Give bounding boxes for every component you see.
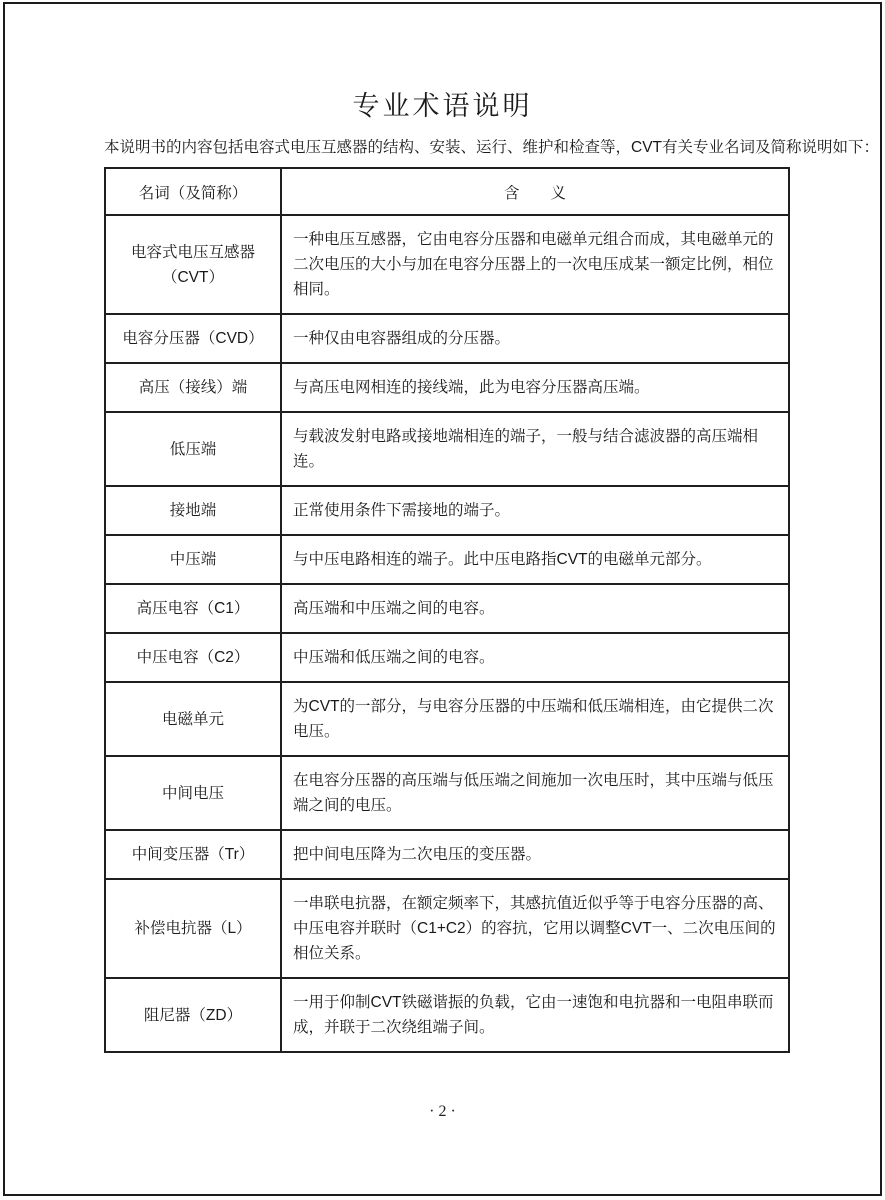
table-row — [105, 486, 789, 535]
term-cell: 中间电压 — [105, 756, 281, 830]
term-cell: 高压（接线）端 — [105, 363, 281, 412]
term-cell: 电容式电压互感器（CVT） — [105, 215, 281, 314]
term-cell: 电磁单元 — [105, 682, 281, 756]
term-cell: 高压电容（C1） — [105, 584, 281, 633]
term-cell: 电容分压器（CVD） — [105, 314, 281, 363]
table-row — [105, 314, 789, 363]
page-number: · 2 · — [429, 1103, 456, 1120]
table-row — [105, 756, 789, 830]
table-row — [105, 535, 789, 584]
meaning-cell: 正常使用条件下需接地的端子。 — [281, 486, 789, 535]
meaning-cell: 与中压电路相连的端子。此中压电路指CVT的电磁单元部分。 — [281, 535, 789, 584]
meaning-cell: 在电容分压器的高压端与低压端之间施加一次电压时，其中压端与低压端之间的电压。 — [281, 756, 789, 830]
meaning-cell: 与高压电网相连的接线端，此为电容分压器高压端。 — [281, 363, 789, 412]
table-row — [105, 978, 789, 1052]
term-cell: 补偿电抗器（L） — [105, 879, 281, 978]
meaning-cell: 一种仅由电容器组成的分压器。 — [281, 314, 789, 363]
meaning-cell: 把中间电压降为二次电压的变压器。 — [281, 830, 789, 879]
terminology-table — [104, 167, 790, 1053]
table-row — [105, 215, 789, 314]
table-row — [105, 682, 789, 756]
table-header-meaning: 含 义 — [281, 168, 789, 215]
term-cell: 中压端 — [105, 535, 281, 584]
term-cell: 中间变压器（Tr） — [105, 830, 281, 879]
meaning-cell: 中压端和低压端之间的电容。 — [281, 633, 789, 682]
table-header-term: 名词（及简称） — [105, 168, 281, 215]
meaning-cell: 高压端和中压端之间的电容。 — [281, 584, 789, 633]
term-cell: 低压端 — [105, 412, 281, 486]
table-row — [105, 412, 789, 486]
term-cell: 阻尼器（ZD） — [105, 978, 281, 1052]
term-cell: 中压电容（C2） — [105, 633, 281, 682]
intro-paragraph: 本说明书的内容包括电容式电压互感器的结构、安装、运行、维护和检查等，CVT有关专业名词及简称说明如下： — [104, 139, 880, 156]
meaning-cell: 一用于仰制CVT铁磁谐振的负载，它由一速饱和电抗器和一电阻串联而成，并联于二次绕组端子间。 — [281, 978, 789, 1052]
meaning-cell: 一串联电抗器，在额定频率下，其感抗值近似乎等于电容分压器的高、中压电容并联时（C1+C2）的容抗，它用以调整CVT一、二次电压间的相位关系。 — [281, 879, 789, 978]
table-row — [105, 879, 789, 978]
meaning-cell: 为CVT的一部分，与电容分压器的中压端和低压端相连，由它提供二次电压。 — [281, 682, 789, 756]
table-row — [105, 633, 789, 682]
table-row — [105, 363, 789, 412]
page-title: 专业术语说明 — [352, 91, 533, 121]
term-cell: 接地端 — [105, 486, 281, 535]
table-row — [105, 584, 789, 633]
table-row — [105, 830, 789, 879]
meaning-cell: 一种电压互感器，它由电容分压器和电磁单元组合而成，其电磁单元的二次电压的大小与加在电容分压器上的一次电压成某一额定比例，相位相同。 — [281, 215, 789, 314]
table-header-row — [105, 168, 789, 215]
meaning-cell: 与载波发射电路或接地端相连的端子，一般与结合滤波器的高压端相连。 — [281, 412, 789, 486]
